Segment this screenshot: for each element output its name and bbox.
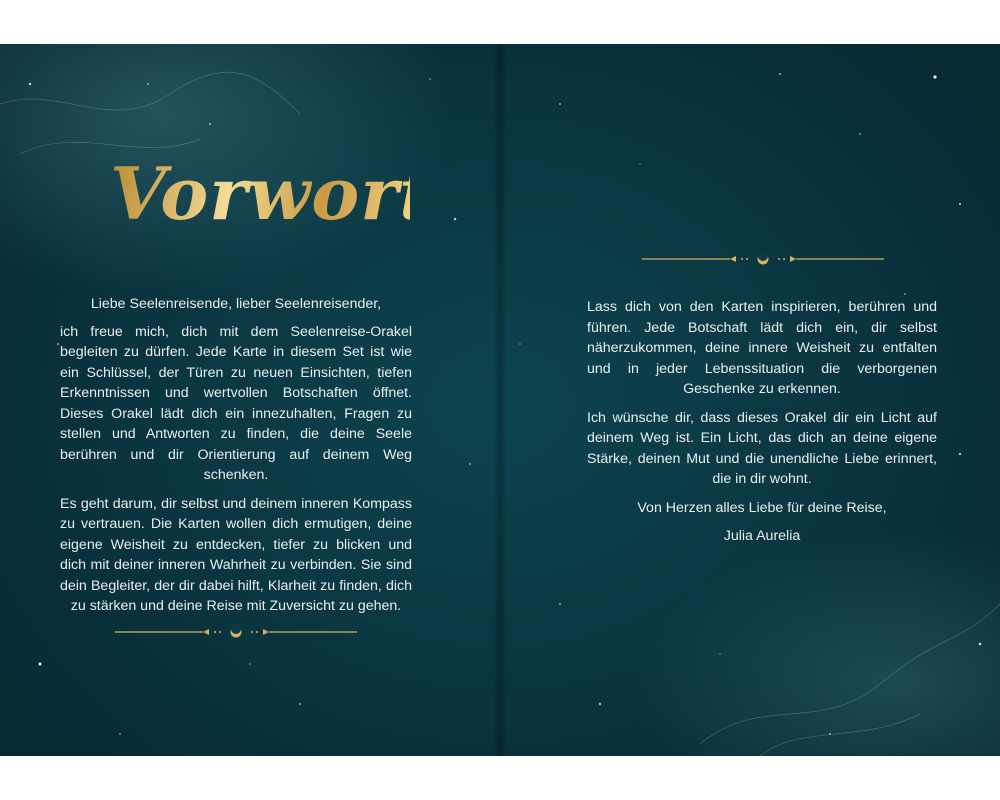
paragraph: Es geht darum, dir selbst und deinem inneren Kompass zu vertrauen. Die Karten wollen dich ermutigen, deine eigene Weisheit zu entdecken, tiefer zu blicken und dich mit deiner inneren Wahrheit zu verbinden. Sie sind dein Begleiter, der dir dabei hilft, Klarheit zu finden, dich zu stärken und deine Reise mit Zuversicht zu gehen. [60, 495, 412, 614]
book-spread [0, 44, 1000, 756]
book-gutter [493, 44, 507, 756]
right-page-text [587, 297, 937, 555]
left-page-text [60, 294, 412, 625]
signature: Julia Aurelia [723, 528, 801, 544]
crescent-moon-icon [231, 624, 242, 638]
paragraph: ich freue mich, dich mit dem Seelenreise-Orakel begleiten zu dürfen. Jede Karte in diesem Set ist wie ein Schlüssel, der Türen zu neuen Einsichten, tiefen Erkenntnissen und wertvollen Botschaften öffnet. Dieses Orakel lädt dich ein innezuhalten, Fragen zu stellen und Antworten zu finden, die deine Seele berühren und dir Orientierung auf deinem Weg schenken. [60, 323, 412, 483]
left-page [0, 44, 493, 756]
right-page [507, 44, 1000, 756]
paragraph: Lass dich von den Karten inspirieren, berühren und führen. Jede Botschaft lädt dich ein, dir selbst näherzukommen, deine innere Weisheit zu entfalten und in jeder Lebenssituation die verborgenen Geschenke zu erkennen. [587, 299, 937, 397]
ornament-divider-bottom [115, 624, 357, 640]
salutation: Liebe Seelenreisende, lieber Seelenreisender, [90, 296, 382, 312]
ornament-divider-top [642, 251, 884, 267]
crescent-moon-icon [758, 251, 769, 265]
closing-line: Von Herzen alles Liebe für deine Reise, [637, 499, 887, 516]
paragraph: Ich wünsche dir, dass dieses Orakel dir ein Licht auf deinem Weg ist. Ein Licht, das dich an deine eigene Stärke, deinen Mut und die unendliche Liebe erinnert, die in dir wohnt. [587, 409, 937, 487]
page-heading: Vorwort [110, 144, 410, 244]
